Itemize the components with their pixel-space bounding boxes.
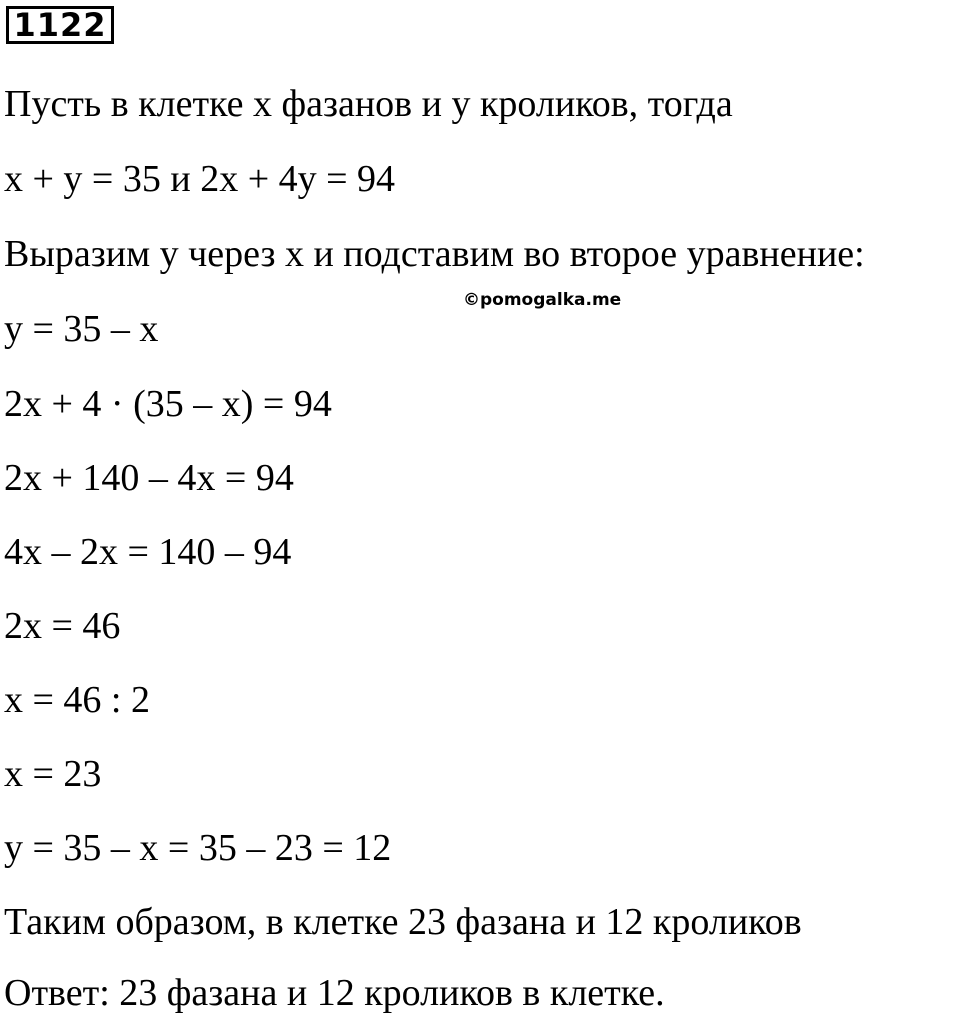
answer-line: Ответ: 23 фазана и 12 кроликов в клетке. <box>4 972 665 1014</box>
method-line: Выразим y через x и подставим во второе уравнение: <box>4 233 865 275</box>
task-number-box: 1122 <box>6 6 114 44</box>
equation-step-7: x = 23 <box>4 753 102 795</box>
equation-step-6: x = 46 : 2 <box>4 679 150 721</box>
equation-step-2: 2x + 4 · (35 – x) = 94 <box>4 383 332 425</box>
equation-step-1: y = 35 – x <box>4 308 159 350</box>
system-equations-line: x + y = 35 и 2x + 4y = 94 <box>4 158 396 200</box>
equation-step-3: 2x + 140 – 4x = 94 <box>4 457 294 499</box>
equation-step-4: 4x – 2x = 140 – 94 <box>4 531 292 573</box>
watermark: ©pomogalka.me <box>463 290 622 310</box>
equation-step-5: 2x = 46 <box>4 605 121 647</box>
intro-line: Пусть в клетке x фазанов и y кроликов, тогда <box>4 83 733 125</box>
conclusion-line: Таким образом, в клетке 23 фазана и 12 кроликов <box>4 901 802 943</box>
equation-step-8: y = 35 – x = 35 – 23 = 12 <box>4 827 392 869</box>
